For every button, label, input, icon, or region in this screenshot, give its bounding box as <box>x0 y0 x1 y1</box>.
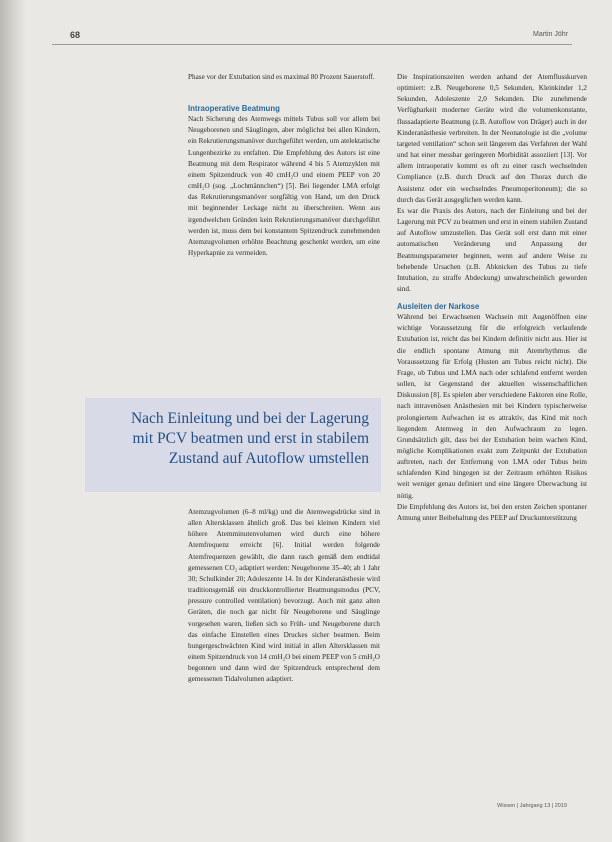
right-column <box>397 72 587 524</box>
section-heading-ausleiten: Ausleiten der Narkose <box>397 302 480 312</box>
header-rule <box>52 44 572 45</box>
pull-quote-box <box>85 398 381 492</box>
pull-quote-line: Nach Einleitung und bei der Lagerung <box>130 410 369 427</box>
intro-paragraph: Phase vor der Extubation sind es maximal 80 Prozent Sauerstoff. <box>188 73 375 81</box>
page-number: 68 <box>70 30 81 40</box>
left-column-top <box>188 72 380 259</box>
body-paragraph: Es war die Praxis des Autors, nach der Einleitung und bei der Lagerung mit PCV zu beatmen und erst in einem stabilen Zustand auf Autoflow umzustellen. Das Gerät soll erst dann mit einer automatischen Veränderung und Anpassung der Beatmungsparameter beginnen, wenn auf andere Weise zu behebende Ursachen (z.B. Abknicken des Tubus zu tiefe Intubation, zu straffe Abdeckung) unwahrscheinlich geworden sind. <box>397 206 587 293</box>
body-paragraph: Die Empfehlung des Autors ist, bei den ersten Zeichen spontaner Atmung unter Beibehaltung des PEEP auf Druckunterstützung <box>397 502 587 522</box>
page-gutter-shadow <box>0 0 26 842</box>
pull-quote-line: Zustand auf Autoflow umstellen <box>168 449 369 467</box>
body-paragraph: Die Inspirationszeiten werden anhand der Atemflusskurven optimiert: z.B. Neugeborene 0,5 Sekunden, Kleinkinder 1,2 Sekunden, Adoleszente 2,0 Sekunden. Die zunehmende Verfügbarkeit moderner Geräte wird die volumenkonstante, flussadaptierte Beatmung (z.B. Autoflow von Dräger) auch in der Kinderanästhesie verbreiten. In der Neonatologie ist die „volume targeted ventilation“ schon seit längerem das Verfahren der Wahl und hat einer messbar geringeren Morbidität assoziiert [13]. Vor allem intraoperativ kommt es oft zu einer rasch wechselnden Compliance (z.B. durch Druck auf den Thorax durch die Assistenz oder ein wechselndes Pneumoperitoneum); die so durch das Gerät ausgeglichen werden kann. <box>397 73 587 204</box>
section-heading-intraoperative: Intraoperative Beatmung <box>188 104 280 114</box>
body-paragraph: Während bei Erwachsenen Wachsein mit Augenöffnen eine wichtige Voraussetzung für die erfolgreich verlaufende Extubation ist, reicht das bei Kindern definitiv nicht aus. Hier ist die endlich spontane Atmung mit Atemrhythmus die Voraussetzung für Erfolg (Husten am Tubus reicht nicht). Die Frage, ob Tubus und LMA nach oder schlafend entfernt werden sollen, ist Gegenstand der aktuellen wissenschaftlichen Diskussion [8]. Es spielen aber verschiedene Faktoren eine Rolle, nach intravenösen Anästhesien mit bei Kindern typischerweise prolongiertem Aufwachen ist es attraktiv, das Kind mit noch liegendem Atemweg in den Aufwachraum zu legen. Grundsätzlich gilt, dass bei der Extubation beim wachen Kind, mögliche Komplikationen exakt zum Zeitpunkt der Extubation auftreten, nach der Entfernung von LMA oder Tubus beim schlafenden Kind hingegen ist der Zeitraum erhöhten Risikos weit weniger genau definiert und eine längere Überwachung ist nötig. <box>397 313 587 500</box>
running-header-author: Martin Jöhr <box>532 31 568 38</box>
body-paragraph: Atemzugvolumen (6–8 ml/kg) und die Atemwegsdrücke sind in allen Altersklassen ähnlich groß. Das bei kleinen Kindern viel höhere Atemminutenvolumen wird durch eine höhere Atemfrequenz erreicht [6]. Initial werden folgende Atemfrequenzen gewählt, die dann rasch gemäß dem endtidal gemessenen CO₂ adaptiert werden: Neugeborene 35–40; ab 1 Jahr 30; Schulkinder 20; Adoleszente 14. In der Kinderanästhesie wird traditionsgemäß ein druckkontrollierter Beatmungsmodus (PCV, pressure controlled ventilation) bevorzugt. Auch mit ganz alten Geräten, die noch gar nicht für Neugeborene und Säuglinge vorgesehen waren, ließen sich so Früh- und Neugeborene durch das einfache Einstellen eines Druckes sicher beatmen. Beim hungergeschwächten Kind wird initial in allen Altersklassen mit einem Spitzendruck von 14 cmH₂O bei einem PEEP von 5 cmH₂O begonnen und dann wird der Spitzendruck entsprechend dem gemessenen Tidalvolumen adaptiert. <box>188 508 380 684</box>
footer-journal-reference: Wissen | Jahrgang 13 | 2019 <box>497 803 567 809</box>
body-paragraph: Nach Sicherung des Atemwegs mittels Tubus soll vor allem bei Neugeborenen und Säuglingen, aber möglichst bei allen Kindern, ein Rekrutierungsmanöver durchgeführt werden, um atelektatische Lungenbezirke zu entfalten. Die Empfehlung des Autors ist eine Beatmung mit dem Respirator während 4 bis 5 Atemzyklen mit einem Spitzendruck von 40 cmH₂O und einem PEEP von 20 cmH₂O (sog. „Lochmännchen“) [5]. Bei liegender LMA erfolgt das Rekrutierungsmanöver sorgfältig von Hand, um den Druck mit beginnender Leckage nicht zu überschreiten. Wenn aus irgendwelchen Gründen kein Rekrutierungsmanöver durchgeführt werden ist, muss dem bei konstantem Spitzendruck zunehmenden Atemzugvolumen erhöhte Beachtung geschenkt werden, um eine Hyperkapnie zu vermeiden. <box>188 115 380 258</box>
left-column-bottom <box>188 507 380 686</box>
pull-quote-line: mit PCV beatmen und erst in stabilem <box>132 429 369 447</box>
